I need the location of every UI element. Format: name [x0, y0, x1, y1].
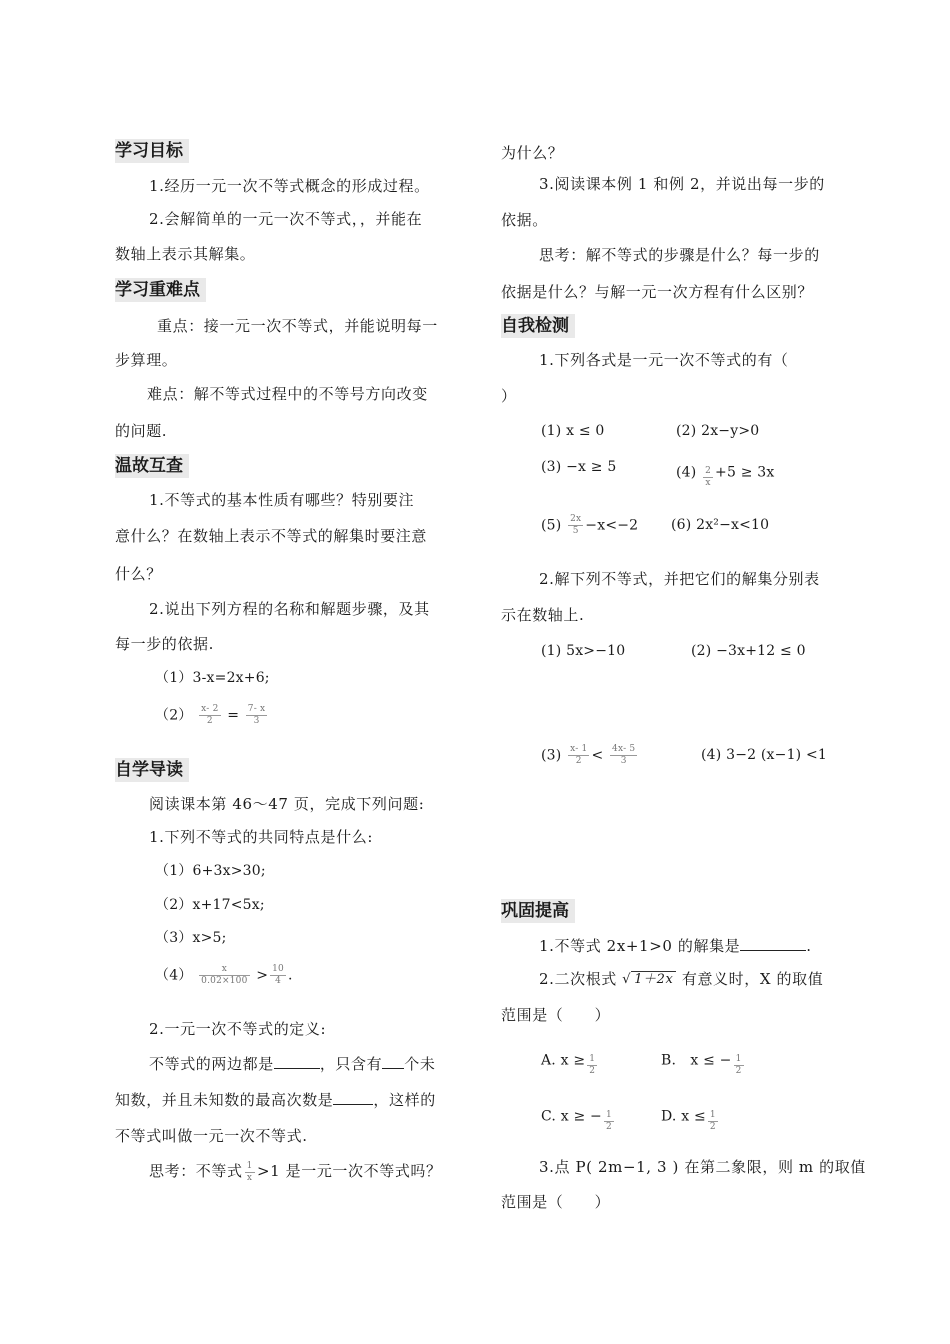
fraction: $\frac{x- 2}{2}$	[201, 704, 219, 726]
fraction: $\frac{7- x}{3}$	[247, 704, 266, 726]
reading-instruction: 阅读课本第 46～47 页，完成下列问题:	[149, 795, 425, 813]
think-steps: 思考：解不等式的步骤是什么？每一步的	[539, 246, 820, 264]
study-q2: 2.一元一次不等式的定义:	[149, 1020, 327, 1038]
check-q1-cont: ）	[501, 387, 517, 405]
heading-self-study: 自学导读	[115, 758, 189, 782]
definition-line2: 知数，并且未知数的最高次数是 ，这样的	[115, 1091, 436, 1109]
option-6: (6) 2x²−x<10	[671, 517, 770, 533]
fraction: $\frac{4x- 5}{3}$	[612, 744, 636, 766]
improve-q2-cont: 范围是（ ）	[501, 1006, 611, 1024]
fraction: $\frac{1}{2}$	[605, 1110, 612, 1132]
continued-text: 为什么？	[501, 144, 564, 162]
review-q1-cont: 意什么？在数轴上表示不等式的解集时要注意	[115, 527, 428, 545]
heading-consolidate: 巩固提高	[501, 899, 575, 923]
check-q2-cont: 示在数轴上.	[501, 606, 585, 624]
check-q2: 2.解下列不等式，并把它们的解集分别表	[539, 570, 820, 588]
heading-self-check: 自我检测	[501, 314, 575, 338]
problem-4: (4) 3−2 (x−1) <1	[701, 747, 828, 763]
read-q3-cont: 依据。	[501, 211, 548, 229]
study-q1-item3: （3）x>5;	[155, 930, 227, 946]
choice-a: A. x ≥ $\frac{1}{2}$	[541, 1052, 596, 1076]
improve-q1: 1.不等式 2x+1>0 的解集是 .	[539, 937, 812, 955]
review-q1-cont2: 什么？	[115, 565, 162, 583]
think-steps-cont: 依据是什么？与解一元一次方程有什么区别？	[501, 283, 814, 301]
key-point: 重点：接一元一次不等式，并能说明每一	[157, 317, 438, 335]
heading-review: 温故互查	[115, 454, 189, 478]
review-q1: 1.不等式的基本性质有哪些？特别要注	[149, 491, 415, 509]
definition-line3: 不等式叫做一元一次不等式.	[115, 1127, 308, 1145]
fraction: $\frac{x}{0.02\times 100}$	[201, 964, 248, 986]
study-q1-item2: （2）x+17<5x;	[155, 897, 265, 913]
option-5: (5) $\frac{2x}{5}$ −x<−2	[541, 514, 639, 536]
fraction: $\frac{2}{x}$	[705, 466, 712, 488]
blank[interactable]	[382, 1054, 404, 1069]
fraction: $\frac{10}{4}$	[272, 964, 284, 986]
review-q2-item1: （1）3-x=2x+6;	[155, 670, 270, 686]
blank[interactable]	[274, 1054, 320, 1069]
problem-2: (2) −3x+12 ≤ 0	[691, 643, 806, 659]
option-4: (4) $\frac{2}{x}$ +5 ≥ 3x	[676, 464, 775, 488]
fraction: $\frac{1}{2}$	[589, 1054, 596, 1076]
choice-d: D. x ≤ $\frac{1}{2}$	[661, 1108, 716, 1132]
review-q2-cont: 每一步的依据.	[115, 635, 214, 653]
problem-1: (1) 5x>−10	[541, 643, 626, 659]
problem-3: (3) $\frac{x- 1}{2}$ < $\frac{4x- 5}{3}$	[541, 744, 636, 766]
sqrt-expression: √ 1＋2x	[622, 969, 676, 991]
check-q1: 1.下列各式是一元一次不等式的有（	[539, 351, 789, 369]
improve-q2: 2.二次根式 √ 1＋2x 有意义时，X 的取值	[539, 968, 823, 991]
read-q3: 3.阅读课本例 1 和例 2，并说出每一步的	[539, 175, 825, 193]
fraction: $\frac{1}{x}$	[246, 1160, 253, 1183]
goal-1: 1.经历一元一次不等式概念的形成过程。	[149, 177, 430, 195]
heading-learning-goals: 学习目标	[115, 139, 189, 163]
option-2: (2) 2x−y>0	[676, 423, 760, 439]
fraction: $\frac{x- 1}{2}$	[570, 744, 588, 766]
goal-2-cont: 数轴上表示其解集。	[115, 245, 256, 263]
blank[interactable]	[333, 1090, 373, 1105]
fraction: $\frac{1}{2}$	[709, 1110, 716, 1132]
difficult-point: 难点：解不等式过程中的不等号方向改变	[147, 385, 428, 403]
fraction: $\frac{2x}{5}$	[570, 514, 582, 536]
think-question: 思考：不等式 $\frac{1}{x}$ >1 是一元一次不等式吗？	[149, 1160, 442, 1183]
improve-q3: 3.点 P( 2m−1, 3 ) 在第二象限，则 m 的取值	[539, 1158, 866, 1176]
choice-c: C. x ≥ − $\frac{1}{2}$	[541, 1108, 612, 1132]
definition-line1: 不等式的两边都是 ，只含有 个未	[149, 1055, 436, 1073]
option-3: (3) −x ≥ 5	[541, 459, 617, 475]
goal-2: 2.会解简单的一元一次不等式，，并能在	[149, 210, 423, 228]
study-q1: 1.下列不等式的共同特点是什么:	[149, 828, 373, 846]
review-q2: 2.说出下列方程的名称和解题步骤，及其	[149, 600, 430, 618]
study-q1-item4: （4） $\frac{x}{0.02\times 100}$ > $\frac{10}{4}$ .	[155, 964, 293, 986]
study-q1-item1: （1）6+3x>30;	[155, 863, 266, 879]
option-1: (1) x ≤ 0	[541, 423, 605, 439]
blank[interactable]	[740, 936, 806, 951]
heading-key-points: 学习重难点	[115, 278, 206, 302]
improve-q3-cont: 范围是（ ）	[501, 1193, 611, 1211]
review-q2-item2: （2） $\frac{x- 2}{2}$ = $\frac{7- x}{3}$	[155, 704, 266, 726]
fraction: $\frac{1}{2}$	[735, 1054, 742, 1076]
choice-b: B. x ≤ − $\frac{1}{2}$	[661, 1052, 742, 1076]
key-point-cont: 步算理。	[115, 351, 178, 369]
difficult-point-cont: 的问题.	[115, 422, 168, 440]
